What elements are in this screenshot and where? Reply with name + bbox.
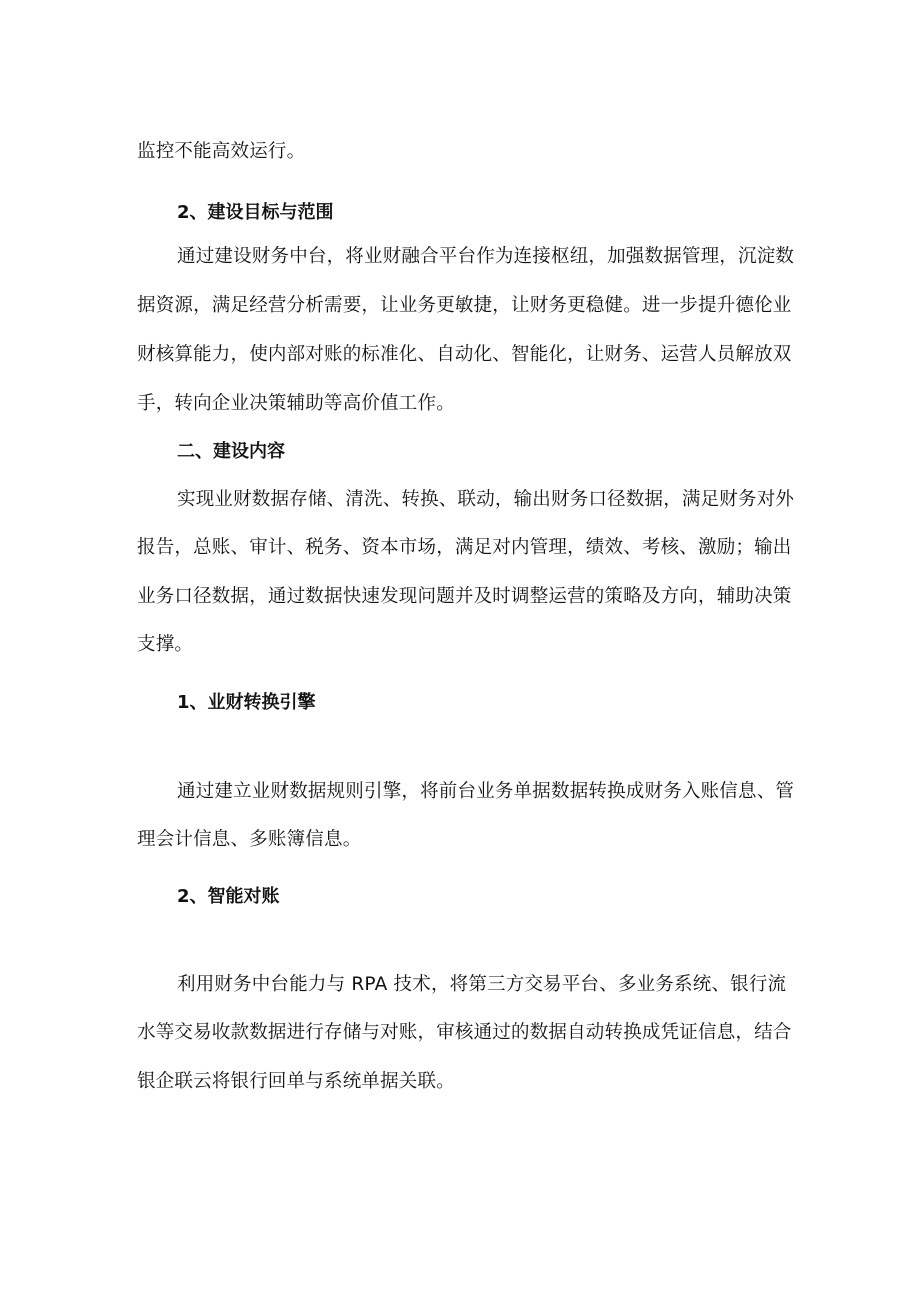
paragraph-content-line-1: 实现业财数据存储、清洗、转换、联动，输出财务口径数据，满足财务对外 — [177, 489, 795, 510]
chapter-heading-content: 二、建设内容 — [177, 441, 285, 462]
paragraph-reconciliation-line-3: 银企联云将银行回单与系统单据关联。 — [137, 1071, 455, 1092]
paragraph-goals-line-4: 手，转向企业决策辅助等高价值工作。 — [137, 393, 455, 414]
section-heading-reconciliation: 2、智能对账 — [177, 886, 280, 907]
paragraph-engine-line-2: 理会计信息、多账簿信息。 — [137, 829, 362, 850]
section-heading-engine: 1、业财转换引擎 — [177, 692, 316, 713]
paragraph-goals-line-2: 据资源，满足经营分析需要，让业务更敏捷，让财务更稳健。进一步提升德伦业 — [137, 295, 792, 316]
paragraph-goals-line-3: 财核算能力，使内部对账的标准化、自动化、智能化，让财务、运营人员解放双 — [137, 344, 792, 365]
section-heading-goals: 2、建设目标与范围 — [177, 202, 334, 223]
paragraph-content-line-4: 支撑。 — [137, 634, 194, 655]
paragraph-reconciliation-line-2: 水等交易收款数据进行存储与对账，审核通过的数据自动转换成凭证信息，结合 — [137, 1022, 792, 1043]
paragraph-content-line-3: 业务口径数据，通过数据快速发现问题并及时调整运营的策略及方向，辅助决策 — [137, 586, 792, 607]
paragraph-engine-line-1: 通过建立业财数据规则引擎，将前台业务单据数据转换成财务入账信息、管 — [177, 781, 795, 802]
paragraph-content-line-2: 报告，总账、审计、税务、资本市场，满足对内管理，绩效、考核、激励；输出 — [137, 537, 792, 558]
paragraph-goals-line-1: 通过建设财务中台，将业财融合平台作为连接枢纽，加强数据管理，沉淀数 — [177, 246, 795, 267]
paragraph-continuation-line: 监控不能高效运行。 — [137, 141, 306, 162]
paragraph-reconciliation-line-1: 利用财务中台能力与 RPA 技术，将第三方交易平台、多业务系统、银行流 — [177, 974, 787, 995]
